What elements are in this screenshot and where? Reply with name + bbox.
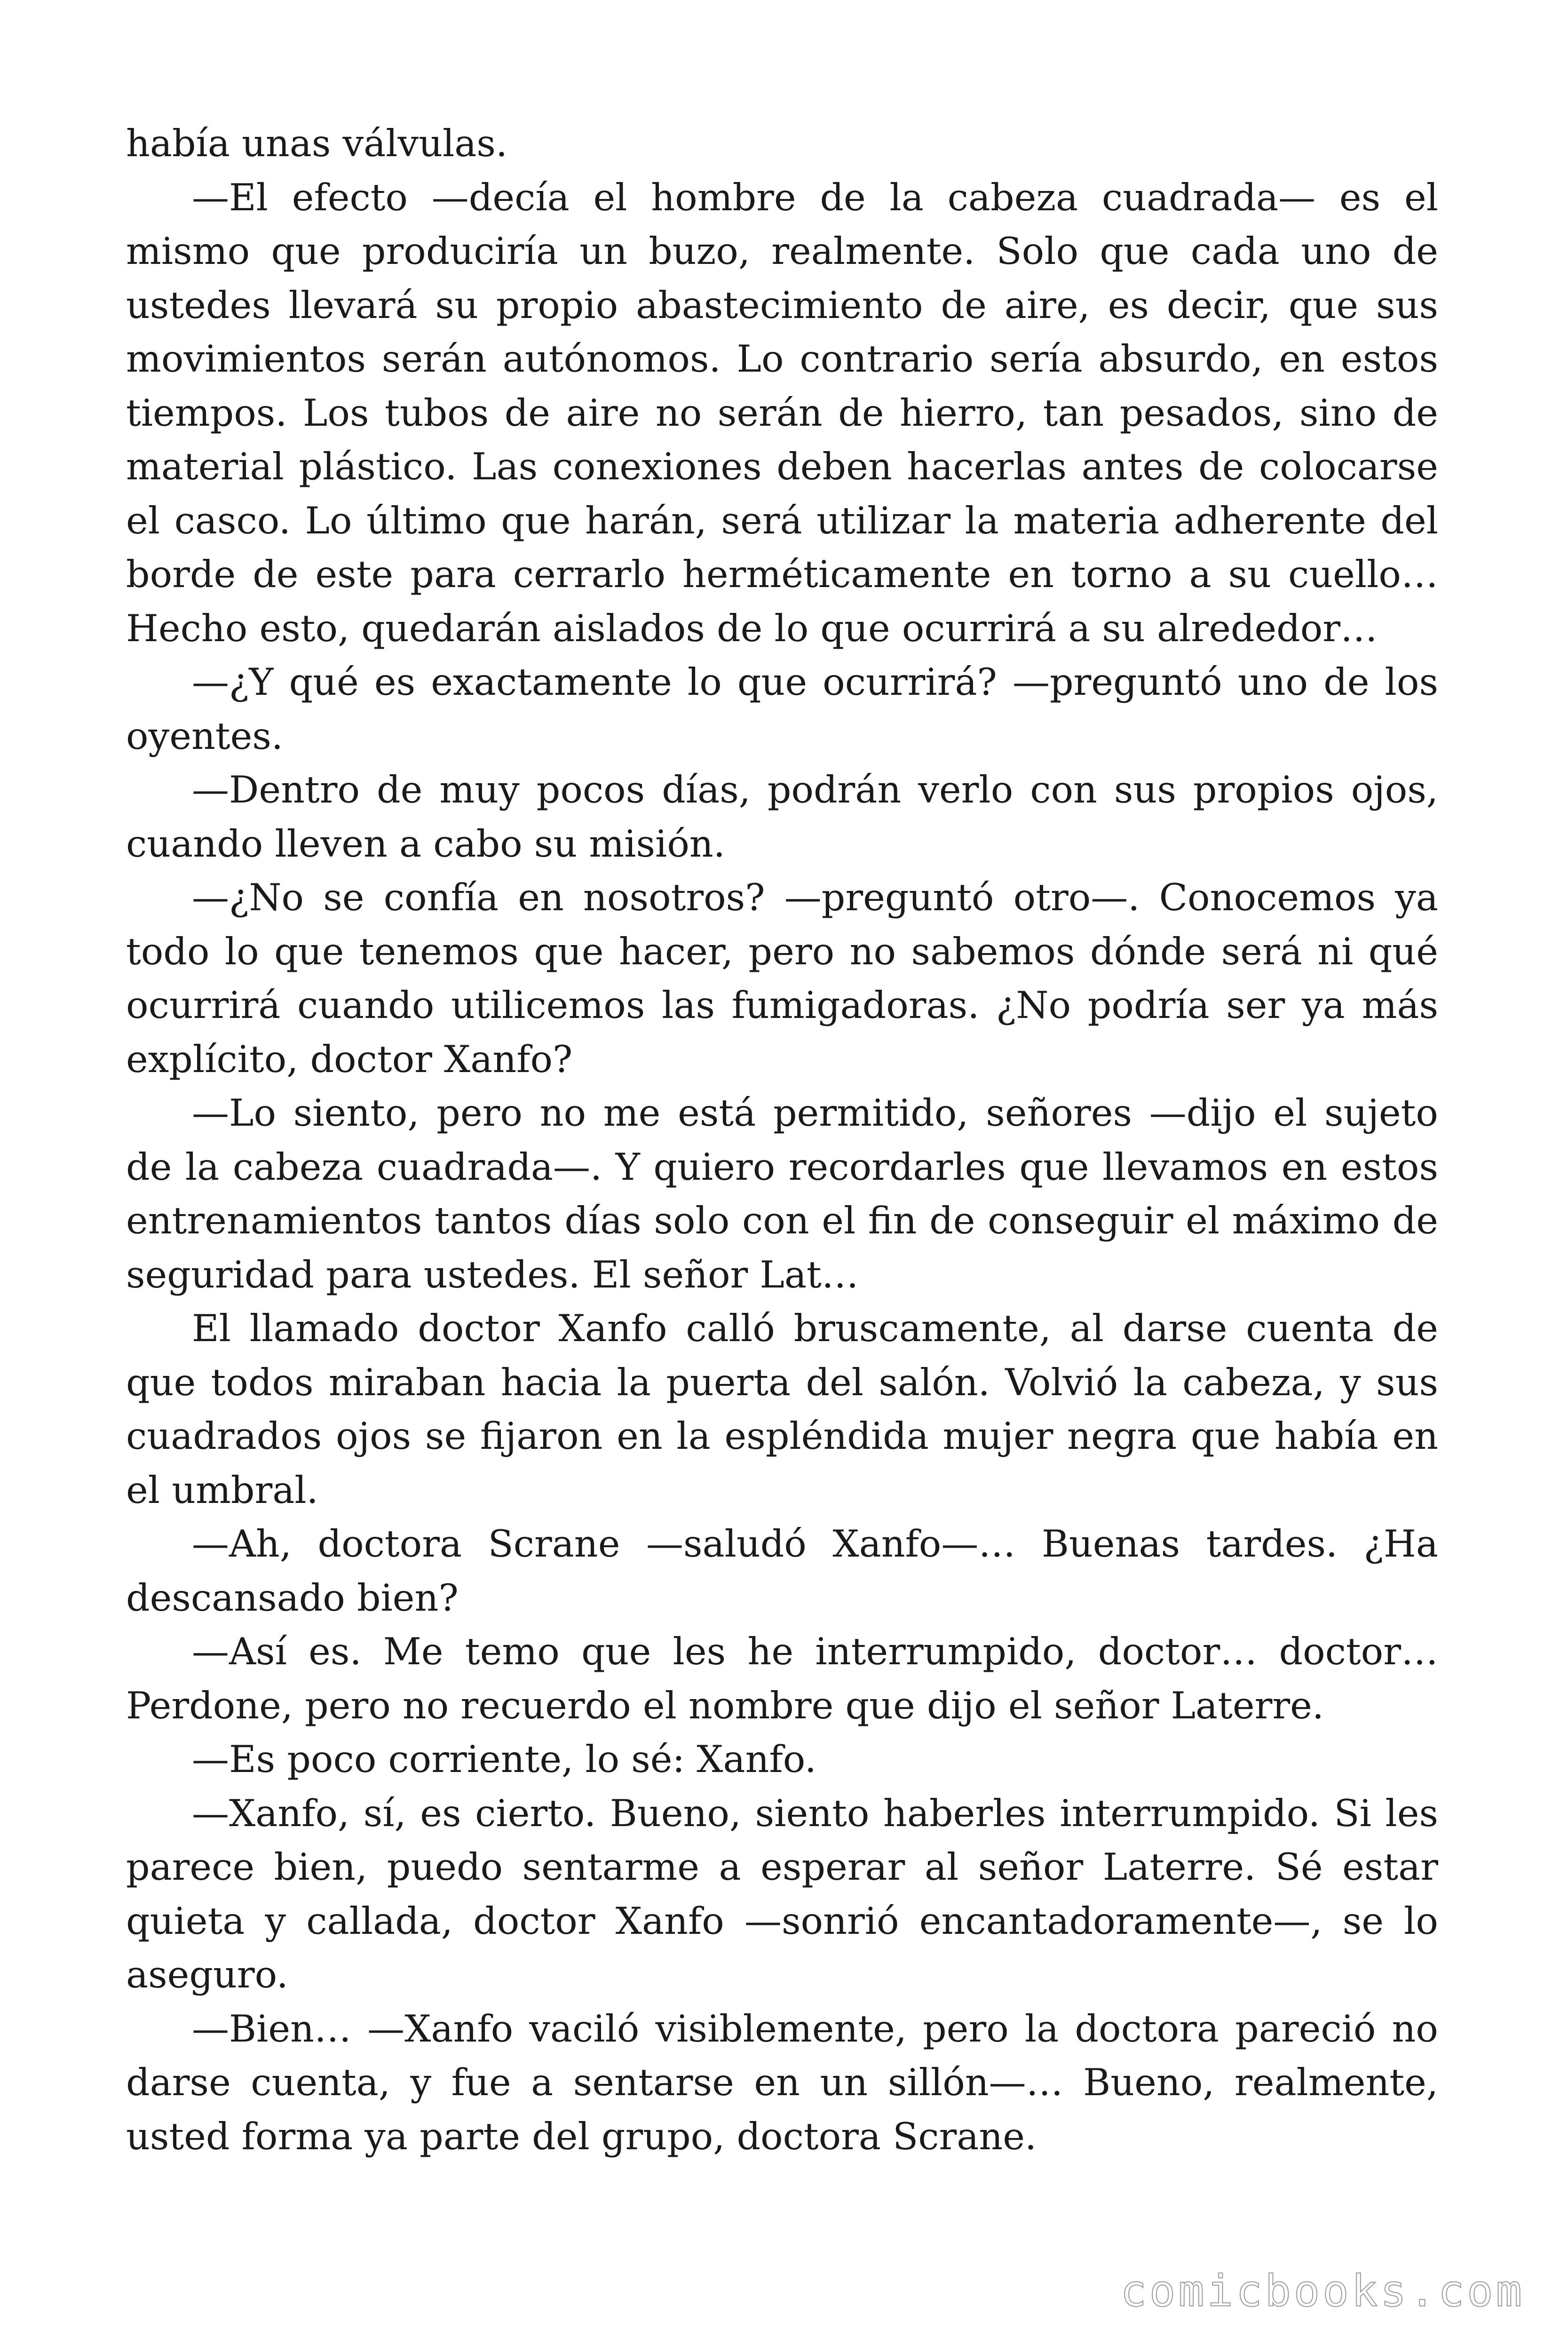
paragraph-xanfo-name: —Es poco corriente, lo sé: Xanfo. — [192, 1738, 817, 1781]
paragraph-narration-door: El llamado doctor Xanfo calló bruscamente, al darse cuenta de que todos miraban hacia la puerta del salón. Volvió la cabeza, y sus cuadrados ojos se fijaron en la espléndida mujer negra que había en el umbral. — [126, 1307, 1438, 1512]
paragraph-scrane-apology: —Así es. Me temo que les he interrumpido, doctor… doctor… Perdone, pero no recuerdo el nombre que dijo el señor Laterre. — [126, 1630, 1438, 1727]
page-body — [126, 117, 1438, 2163]
paragraph-xanfo-helmet-explanation: —El efecto —decía el hombre de la cabeza cuadrada— es el mismo que produciría un buzo, realmente. Solo que cada uno de ustedes llevará su propio abastecimiento de aire, es decir, que sus movimientos serán autónomos. Lo contrario sería absurdo, en estos tiempos. Los tubos de aire no serán de hierro, tan pesados, sino de material plástico. Las conexiones deben hacerlas antes de colocarse el casco. Lo último que harán, será utilizar la materia adherente del borde de este para cerrarlo herméticamente en torno a su cuello… Hecho esto, quedarán aislados de lo que ocurrirá a su alrededor… — [126, 175, 1438, 650]
paragraph-trust-question: —¿No se confía en nosotros? —preguntó otro—. Conocemos ya todo lo que tenemos que hacer, pero no sabemos dónde será ni qué ocurrirá cuando utilicemos las fumigadoras. ¿No podría ser ya más explícito, doctor Xanfo? — [126, 876, 1438, 1081]
paragraph-xanfo-reply: —Dentro de muy pocos días, podrán verlo con sus propios ojos, cuando lleven a cabo su misión. — [126, 768, 1438, 866]
paragraph-listener-question: —¿Y qué es exactamente lo que ocurrirá? —preguntó uno de los oyentes. — [126, 660, 1438, 758]
paragraph-xanfo-hesitates: —Bien… —Xanfo vaciló visiblemente, pero la doctora pareció no darse cuenta, y fue a sentarse en un sillón—… Bueno, realmente, usted forma ya parte del grupo, doctora Scrane. — [126, 2007, 1438, 2158]
paragraph-continuation: había unas válvulas. — [126, 122, 508, 165]
paragraph-scrane-sit: —Xanfo, sí, es cierto. Bueno, siento haberles interrumpido. Si les parece bien, puedo sentarme a esperar al señor Laterre. Sé estar quieta y callada, doctor Xanfo —sonrió encantadoramente—, se lo aseguro. — [126, 1791, 1438, 1996]
paragraph-xanfo-greeting: —Ah, doctora Scrane —saludó Xanfo—… Buenas tardes. ¿Ha descansado bien? — [126, 1522, 1438, 1620]
paragraph-xanfo-not-permitted: —Lo siento, pero no me está permitido, señores —dijo el sujeto de la cabeza cuadrada—. Y quiero recordarles que llevamos en estos entrenamientos tantos días solo con el fin de conseguir el máximo de seguridad para ustedes. El señor Lat… — [126, 1091, 1438, 1296]
watermark: comicbooks.com — [1120, 2266, 1525, 2316]
